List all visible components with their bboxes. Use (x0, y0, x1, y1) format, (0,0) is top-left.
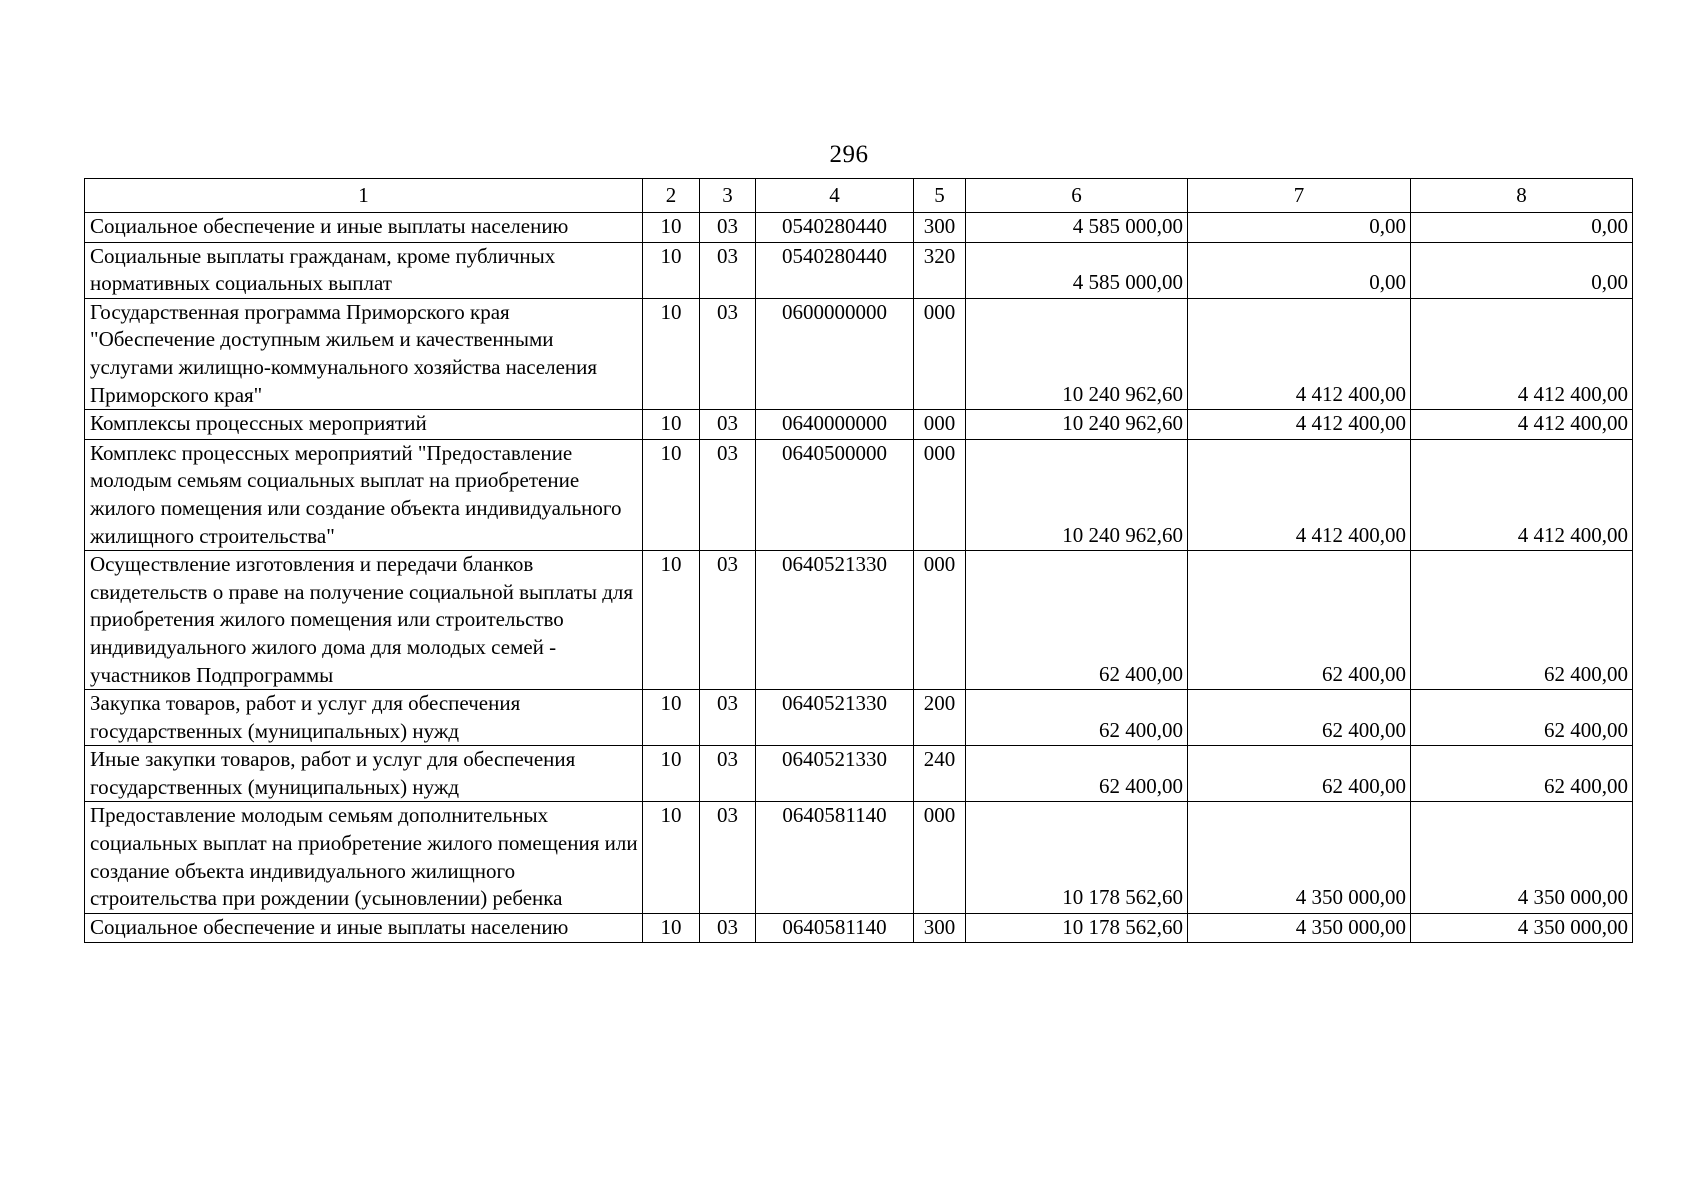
row-col8-amount: 4 350 000,00 (1411, 913, 1633, 943)
header-col-2: 2 (643, 179, 700, 213)
row-col8-amount: 62 400,00 (1411, 690, 1633, 746)
page-number: 296 (829, 141, 869, 168)
row-col5-cell: 000 (914, 439, 966, 550)
table-row (85, 690, 1633, 746)
row-col5-cell: 000 (914, 298, 966, 409)
row-col3-cell: 03 (700, 298, 756, 409)
row-col4-cell: 0640521330 (756, 551, 914, 690)
row-col3-cell: 03 (700, 213, 756, 243)
row-col7-amount: 4 350 000,00 (1188, 913, 1411, 943)
row-col2-cell: 10 (643, 551, 700, 690)
row-col5-cell: 200 (914, 690, 966, 746)
row-col6-amount: 62 400,00 (966, 690, 1188, 746)
row-col8-amount: 62 400,00 (1411, 746, 1633, 802)
header-col-6: 6 (966, 179, 1188, 213)
header-col-5: 5 (914, 179, 966, 213)
row-col5-cell: 000 (914, 410, 966, 440)
row-col4-cell: 0640581140 (756, 802, 914, 913)
row-col2-cell: 10 (643, 746, 700, 802)
row-col4-cell: 0640500000 (756, 439, 914, 550)
row-col2-cell: 10 (643, 298, 700, 409)
row-col8-amount: 4 350 000,00 (1411, 802, 1633, 913)
row-col3-cell: 03 (700, 242, 756, 298)
row-name-cell: Предоставление молодым семьям дополнительных социальных выплат на приобретение жилого помещения или создание объекта индивидуального жилищного строительства при рождении (усыновлении) ребенка (85, 802, 643, 913)
budget-table (84, 178, 1633, 943)
row-name-cell: Комплекс процессных мероприятий "Предоставление молодым семьям социальных выплат на приобретение жилого помещения или создание объекта индивидуального жилищного строительства" (85, 439, 643, 550)
row-col7-amount: 4 350 000,00 (1188, 802, 1411, 913)
row-col8-amount: 4 412 400,00 (1411, 439, 1633, 550)
row-col4-cell: 0600000000 (756, 298, 914, 409)
row-col6-amount: 4 585 000,00 (966, 242, 1188, 298)
row-col4-cell: 0540280440 (756, 242, 914, 298)
row-col2-cell: 10 (643, 410, 700, 440)
row-col6-amount: 10 178 562,60 (966, 913, 1188, 943)
row-col3-cell: 03 (700, 439, 756, 550)
header-col-8: 8 (1411, 179, 1633, 213)
header-row (85, 179, 1633, 213)
row-col7-amount: 4 412 400,00 (1188, 298, 1411, 409)
row-col2-cell: 10 (643, 242, 700, 298)
header-col-4: 4 (756, 179, 914, 213)
table-row (85, 551, 1633, 690)
row-col5-cell: 240 (914, 746, 966, 802)
row-col7-amount: 0,00 (1188, 242, 1411, 298)
row-col7-amount: 4 412 400,00 (1188, 410, 1411, 440)
row-col2-cell: 10 (643, 213, 700, 243)
row-name-cell: Социальные выплаты гражданам, кроме публичных нормативных социальных выплат (85, 242, 643, 298)
row-col2-cell: 10 (643, 690, 700, 746)
row-col6-amount: 10 240 962,60 (966, 410, 1188, 440)
row-col3-cell: 03 (700, 551, 756, 690)
row-col8-amount: 0,00 (1411, 242, 1633, 298)
row-col7-amount: 62 400,00 (1188, 690, 1411, 746)
row-col4-cell: 0640581140 (756, 913, 914, 943)
header-col-1: 1 (85, 179, 643, 213)
row-col3-cell: 03 (700, 410, 756, 440)
table-row (85, 439, 1633, 550)
table-row (85, 746, 1633, 802)
row-col5-cell: 000 (914, 802, 966, 913)
header-col-3: 3 (700, 179, 756, 213)
row-col3-cell: 03 (700, 746, 756, 802)
row-col7-amount: 62 400,00 (1188, 746, 1411, 802)
row-col5-cell: 000 (914, 551, 966, 690)
row-name-cell: Государственная программа Приморского края "Обеспечение доступным жильем и качественными услугами жилищно-коммунального хозяйства населения Приморского края" (85, 298, 643, 409)
row-name-cell: Закупка товаров, работ и услуг для обеспечения государственных (муниципальных) нужд (85, 690, 643, 746)
row-col8-amount: 4 412 400,00 (1411, 410, 1633, 440)
row-col3-cell: 03 (700, 690, 756, 746)
row-name-cell: Иные закупки товаров, работ и услуг для обеспечения государственных (муниципальных) нужд (85, 746, 643, 802)
row-col4-cell: 0540280440 (756, 213, 914, 243)
row-col7-amount: 62 400,00 (1188, 551, 1411, 690)
row-name-cell: Социальное обеспечение и иные выплаты населению (85, 913, 643, 943)
row-name-cell: Социальное обеспечение и иные выплаты населению (85, 213, 643, 243)
row-col2-cell: 10 (643, 439, 700, 550)
row-col8-amount: 0,00 (1411, 213, 1633, 243)
table-row (85, 913, 1633, 943)
table-header (85, 179, 1633, 213)
row-col6-amount: 10 178 562,60 (966, 802, 1188, 913)
row-col8-amount: 4 412 400,00 (1411, 298, 1633, 409)
row-col5-cell: 320 (914, 242, 966, 298)
row-col6-amount: 62 400,00 (966, 551, 1188, 690)
table-row (85, 802, 1633, 913)
row-col3-cell: 03 (700, 802, 756, 913)
row-col4-cell: 0640521330 (756, 746, 914, 802)
row-col2-cell: 10 (643, 913, 700, 943)
table-row (85, 298, 1633, 409)
row-name-cell: Осуществление изготовления и передачи бланков свидетельств о праве на получение социальной выплаты для приобретения жилого помещения или строительство индивидуального жилого дома для молодых семей - участников Подпрограммы (85, 551, 643, 690)
table-row (85, 242, 1633, 298)
row-col2-cell: 10 (643, 802, 700, 913)
row-col3-cell: 03 (700, 913, 756, 943)
row-col5-cell: 300 (914, 913, 966, 943)
row-col8-amount: 62 400,00 (1411, 551, 1633, 690)
table-body (85, 213, 1633, 943)
row-col6-amount: 10 240 962,60 (966, 298, 1188, 409)
row-col6-amount: 62 400,00 (966, 746, 1188, 802)
row-col7-amount: 4 412 400,00 (1188, 439, 1411, 550)
row-col6-amount: 4 585 000,00 (966, 213, 1188, 243)
row-col7-amount: 0,00 (1188, 213, 1411, 243)
row-col4-cell: 0640000000 (756, 410, 914, 440)
row-col5-cell: 300 (914, 213, 966, 243)
row-name-cell: Комплексы процессных мероприятий (85, 410, 643, 440)
header-col-7: 7 (1188, 179, 1411, 213)
table-row (85, 410, 1633, 440)
row-col6-amount: 10 240 962,60 (966, 439, 1188, 550)
row-col4-cell: 0640521330 (756, 690, 914, 746)
table-row (85, 213, 1633, 243)
